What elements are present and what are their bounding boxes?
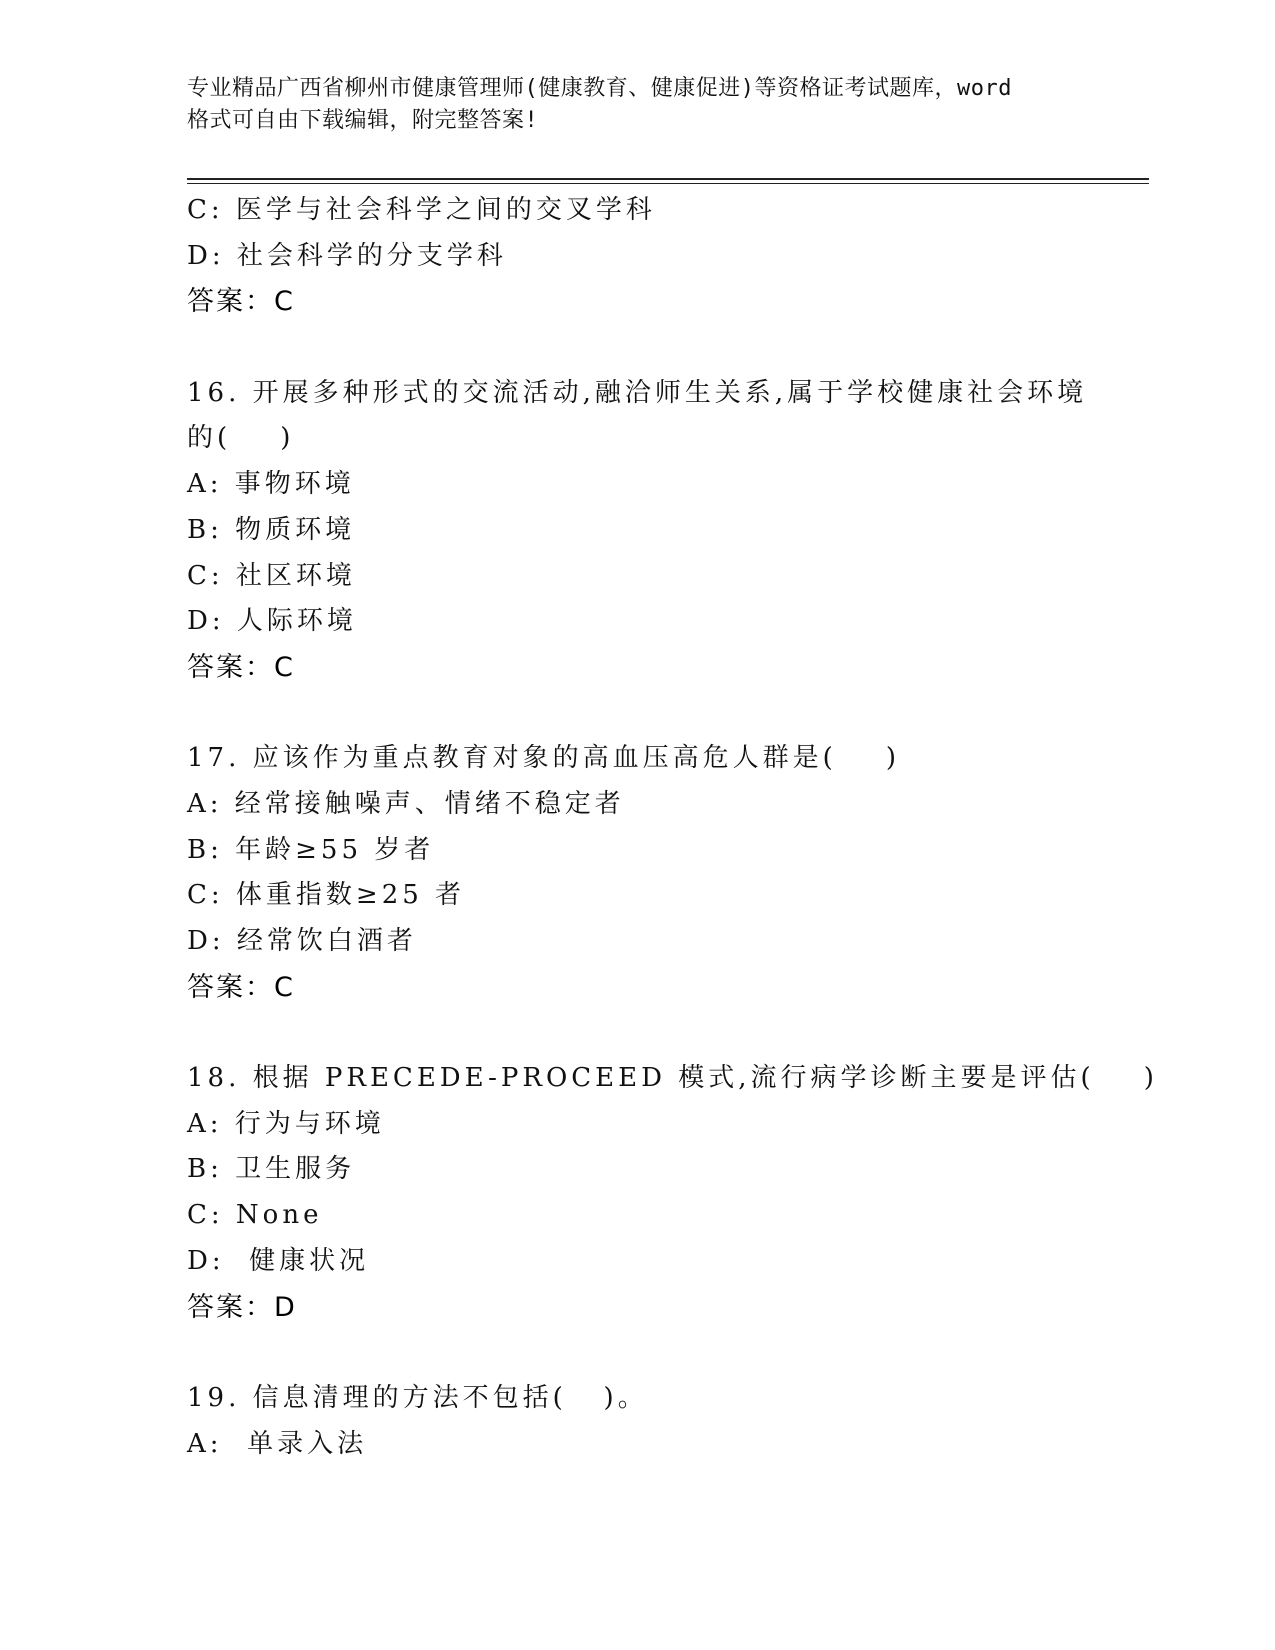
question-block-17 (187, 736, 1087, 1010)
question-stem-line-2: 的( ) (187, 423, 295, 454)
option-a: A: 行为与环境 (187, 1108, 385, 1139)
answer-label: 答案：C (187, 971, 295, 1003)
header-line-2: 格式可自由下载编辑，附完整答案! (187, 108, 539, 133)
header-rule-thick (187, 178, 1149, 180)
question-stem-line-1: 17. 应该作为重点教育对象的高血压高危人群是( ) (187, 743, 900, 774)
question-stem-line-1: 19. 信息清理的方法不包括( )。 (187, 1382, 648, 1413)
option-b: B: 卫生服务 (187, 1154, 356, 1185)
option-c: C: None (187, 1200, 323, 1231)
option-d: D: 经常饮白酒者 (187, 926, 417, 956)
option-d: D: 人际环境 (187, 606, 357, 637)
option-c: C: 体重指数≥25 者 (187, 880, 466, 911)
question-stem-line-1: 16. 开展多种形式的交流活动,融洽师生关系,属于学校健康社会环境 (187, 377, 1088, 408)
header-line-1: 专业精品广西省柳州市健康管理师(健康教育、健康促进)等资格证考试题库，word (187, 76, 1012, 101)
question-block-18 (187, 1056, 1158, 1330)
question-stem-line-1: 18. 根据 PRECEDE-PROCEED 模式,流行病学诊断主要是评估( ) (187, 1063, 1158, 1094)
document-header (187, 73, 1087, 137)
answer-label: 答案：D (187, 1291, 297, 1323)
option-c: C: 社区环境 (187, 560, 356, 591)
question-list (187, 188, 1158, 1467)
question-block-15 (187, 188, 1087, 325)
question-block-19 (187, 1376, 1087, 1467)
header-rule-thin (187, 183, 1149, 184)
option-a: A: 事物环境 (187, 469, 355, 500)
answer-label: 答案：C (187, 286, 295, 318)
option-a: A: 单录入法 (187, 1428, 368, 1459)
option-b: B: 年龄≥55 岁者 (187, 834, 435, 865)
answer-label: 答案：C (187, 651, 295, 683)
option-d: D: 健康状况 (187, 1245, 370, 1276)
option-d: D: 社会科学的分支学科 (187, 240, 507, 271)
option-b: B: 物质环境 (187, 514, 356, 545)
question-block-16 (187, 371, 1087, 691)
option-c: C: 医学与社会科学之间的交叉学科 (187, 195, 656, 225)
option-a: A: 经常接触噪声、情绪不稳定者 (187, 788, 625, 819)
